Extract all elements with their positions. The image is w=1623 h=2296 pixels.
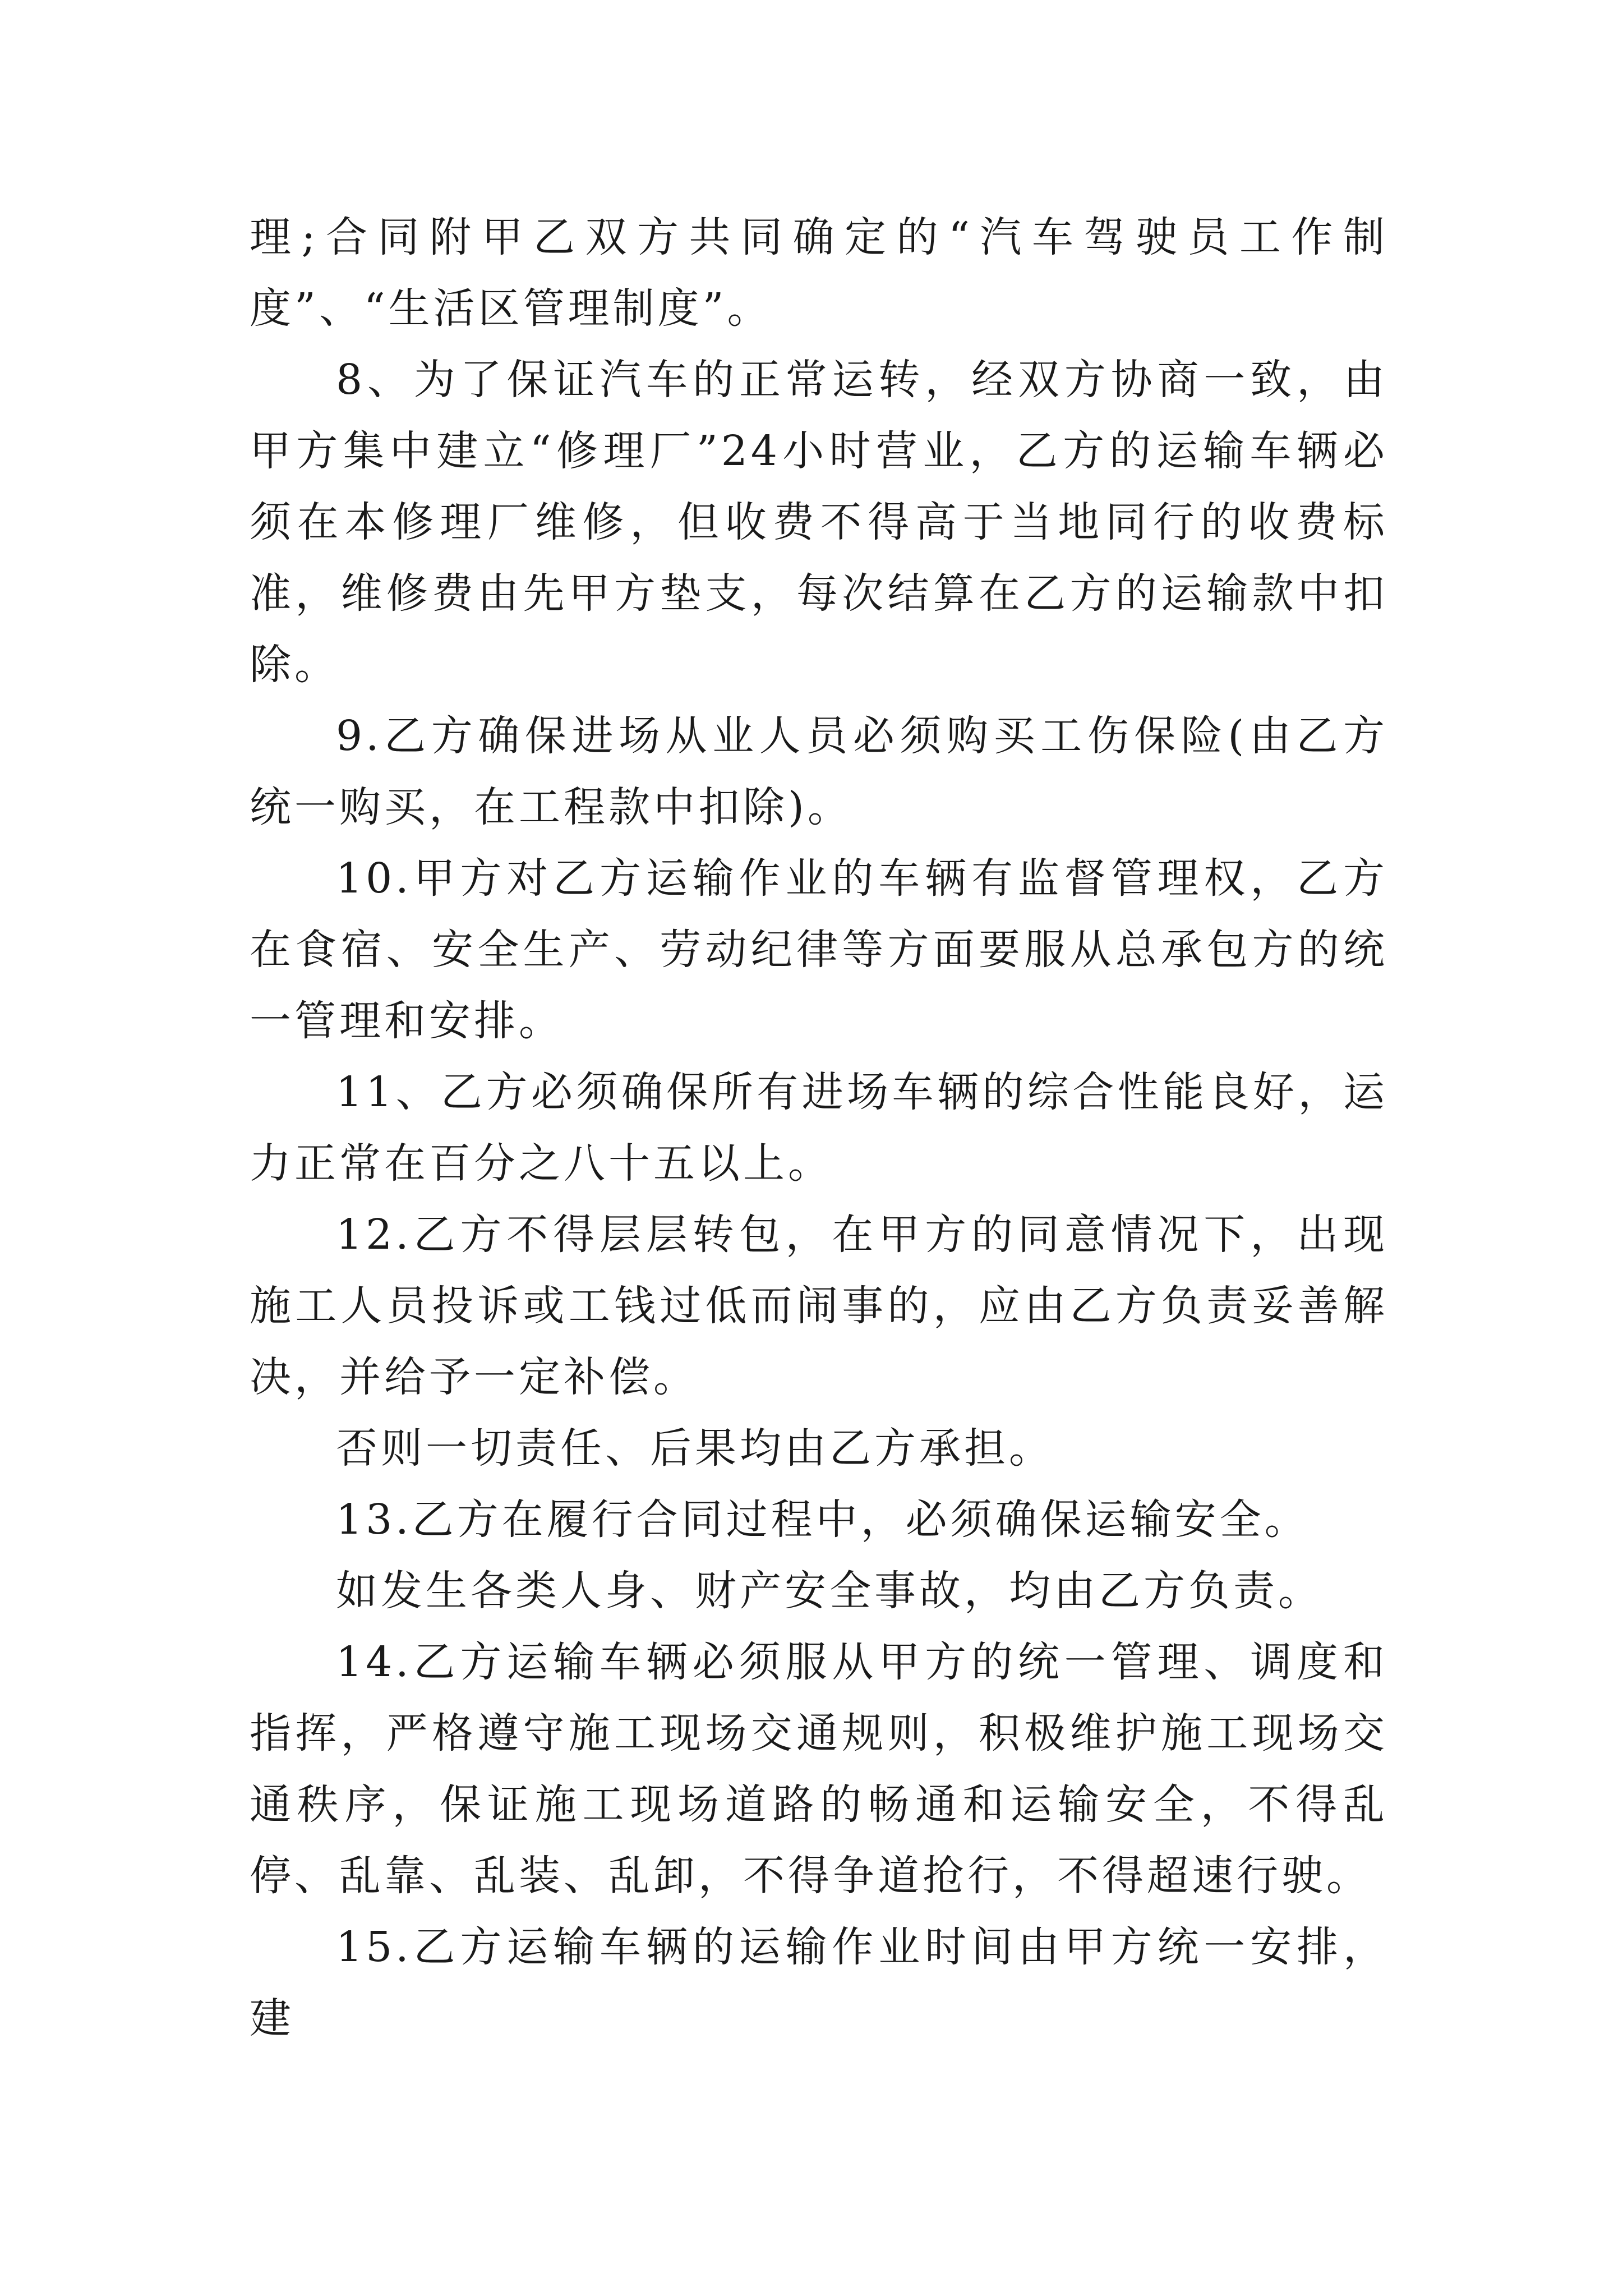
paragraph-clause-12-note: 否则一切责任、后果均由乙方承担。 xyxy=(336,1424,1054,1473)
paragraph-clause-14: 14.乙方运输车辆必须服从甲方的统一管理、调度和指挥，严格遵守施工现场交通规则，积极维护施工现场交通秩序，保证施工现场道路的畅通和运输安全，不得乱停、乱靠、乱装、乱卸，不得争道抢行，不得超速行驶。 xyxy=(250,1638,1388,1900)
paragraph-clause-13-note: 如发生各类人身、财产安全事故，均由乙方负责。 xyxy=(336,1567,1323,1615)
paragraph-clause-9: 9.乙方确保进场从业人员必须购买工伤保险(由乙方统一购买，在工程款中扣除)。 xyxy=(250,712,1388,831)
paragraph-clause-11: 11、乙方必须确保所有进场车辆的综合性能良好，运力正常在百分之八十五以上。 xyxy=(250,1068,1388,1188)
paragraph-clause-12: 12.乙方不得层层转包，在甲方的同意情况下，出现施工人员投诉或工钱过低而闹事的，应由乙方负责妥善解决，并给予一定补偿。 xyxy=(250,1211,1388,1401)
paragraph-clause-13: 13.乙方在履行合同过程中，必须确保运输安全。 xyxy=(336,1496,1310,1544)
paragraph-clause-10: 10.甲方对乙方运输作业的车辆有监督管理权，乙方在食宿、安全生产、劳动纪律等方面要服从总承包方的统一管理和安排。 xyxy=(250,854,1388,1045)
paragraph-clause-8: 8、为了保证汽车的正常运转，经双方协商一致，由甲方集中建立“修理厂”24小时营业，乙方的运输车辆必须在本修理厂维修，但收费不得高于当地同行的收费标准，维修费由先甲方垫支，每次结算在乙方的运输款中扣除。 xyxy=(250,356,1388,689)
paragraph-continuation: 理;合同附甲乙双方共同确定的“汽车驾驶员工作制度”、“生活区管理制度”。 xyxy=(250,213,1388,333)
document-body xyxy=(250,202,1388,2054)
paragraph-clause-15: 15.乙方运输车辆的运输作业时间由甲方统一安排，建 xyxy=(250,1923,1388,2042)
